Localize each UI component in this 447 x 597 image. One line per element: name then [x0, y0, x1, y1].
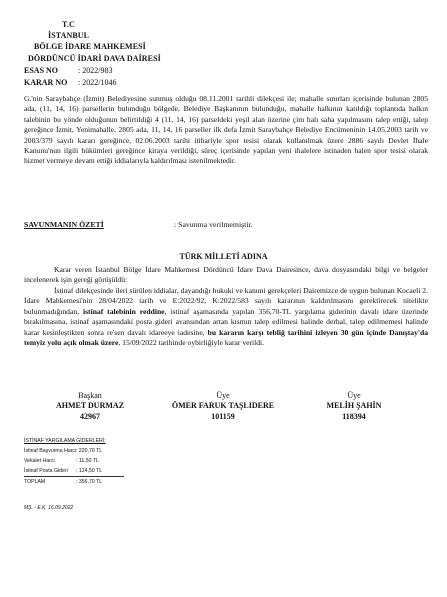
- karar-label: KARAR NO: [24, 78, 68, 87]
- header-tc: T.C: [62, 20, 75, 29]
- signature-role: Başkan: [78, 391, 102, 400]
- decision-text-2: , istinaf aşamasında yapılan 356,70-TL yargılama giderinin davalı idare üzerinde bırakılmasına, istinaf aşamasındaki posta gideri avansından artan kısmın talep edilmesi halinde derhal, talep edilmemesi halinde karar kesinleştikten sonra re'sen davalı idareeye iadesine,: [24, 306, 429, 337]
- decision-paragraph: [24, 286, 428, 348]
- case-summary-paragraph: G.'nin Saraybahçe (İzmit) Belediyesine sunmuş olduğu 08.11.2001 tarihli dilekçesi ile; mahalle sınırları içerisinde bulunan 2805 ada, (11, 14, 16) parsellerin bulunduğu bölgede, Belediye Başkanının bulunduğu, mahalle halkının katıldığı toplantıda halkın talebinin bu yönde olduğunun belirtildiği 4 (11, 14, 16) parseldeki yeşil alan üzerine çim halı saha yapılmasını talep ettiği, talep gereğince İzmit, Yenimahalle, 2805 ada, 11, 14, 16 parseller ilk defa İzmit Saraybahçe Belediye Encümeninin 14.05.2003 tarih ve 2003/379 sayılı kararı gereğince, 02.06.2003 tarihi itibariyle spor tesisi olarak kullanılmak üzere 2886 sayılı Devlet İhale Kanunu'nun ilgili hükümleri gereğince kiraya verildiği, süreç içerisinde yapılan yeni ihalelere istinaden halen spor tesisi olarak hizmet vermeye devam ettiği iddialarıyla kaldırılması istenilmektedir.: [24, 94, 428, 166]
- savunma-line: [24, 220, 253, 229]
- signature-role: Üye: [347, 391, 361, 400]
- signature-id: 42967: [80, 412, 100, 421]
- karar-no: [24, 78, 116, 87]
- esas-value: : 2022/983: [78, 66, 113, 75]
- decision-rejection: istinaf talebinin reddine: [82, 306, 165, 316]
- signature-name: MELİH ŞAHİN: [326, 401, 382, 410]
- savunma-value: : Savunma verilmemiştir.: [174, 220, 253, 229]
- fee-total-row: TOPLAM : 356,70 TL: [24, 476, 124, 487]
- esas-label: ESAS NO: [24, 66, 59, 75]
- header-court: BÖLGE İDARE MAHKEMESİ: [34, 42, 146, 51]
- karar-value: : 2022/1046: [78, 78, 117, 87]
- decision-text-3: , 15/09/2022 tarihinde oybirliğiyle karar verildi.: [118, 338, 265, 348]
- signature-role: Üye: [216, 391, 230, 400]
- signature-member-2: [289, 391, 419, 422]
- appeal-fees: [24, 436, 144, 487]
- header-city: İSTANBUL: [48, 31, 90, 40]
- fee-row: İstinaf Posta Gideri : 124,50 TL: [24, 468, 103, 474]
- fee-row: Vekalet Harcı : 11,50 TL: [24, 458, 99, 464]
- signature-chair: [25, 391, 155, 422]
- fees-title: İSTİNAF YARGILAMA GİDERLERİ:: [24, 438, 106, 444]
- esas-no: [24, 66, 112, 75]
- verdict-title: TÜRK MİLLETİ ADINA: [179, 252, 268, 261]
- signature-name: AHMET DURMAZ: [55, 401, 125, 410]
- decision-text-1: İstinaf dilekçesinde ileri sürülen iddialar, dayandığı hukuki ve kanuni gerekçeleri Dairemizce de uygun bulunan Kocaeli 2. İdare Mahkemesi'nin 28/04/2022 tarih ve E:2022/92, K:2022/583 sayılı kararının kaldırılmasını gerektirecek nitelikte bulunmadığından,: [24, 286, 428, 316]
- savunma-label: SAVUNMANIN ÖZETİ: [24, 220, 104, 229]
- deliberation-paragraph: Karar veren İstanbul Bölge İdare Mahkemesi Dördüncü İdare Dava Dairesince, dava dosyasındaki bilgi ve belgeler incelenerek işin gereği görüşüldü:: [24, 265, 428, 285]
- signature-id: 118394: [342, 412, 366, 421]
- header-chamber: DÖRDÜNCÜ İDARİ DAVA DAİRESİ: [28, 54, 161, 63]
- decision-appeal-notice: bu kararın karşı tebliğ tarihini izleyen 30 gün içinde Danıştay'da temyiz yolu açık olmak üzere: [24, 327, 428, 348]
- fee-row: İstinaf Başvurma Harcı: 220,70 TL: [24, 448, 103, 454]
- signature-member-1: [158, 391, 288, 422]
- signature-name: ÖMER FARUK TAŞLIDERE: [171, 401, 275, 410]
- clerk-footer: MŞ. - E.K. 16.09.2022: [24, 505, 74, 511]
- signature-id: 101159: [211, 412, 235, 421]
